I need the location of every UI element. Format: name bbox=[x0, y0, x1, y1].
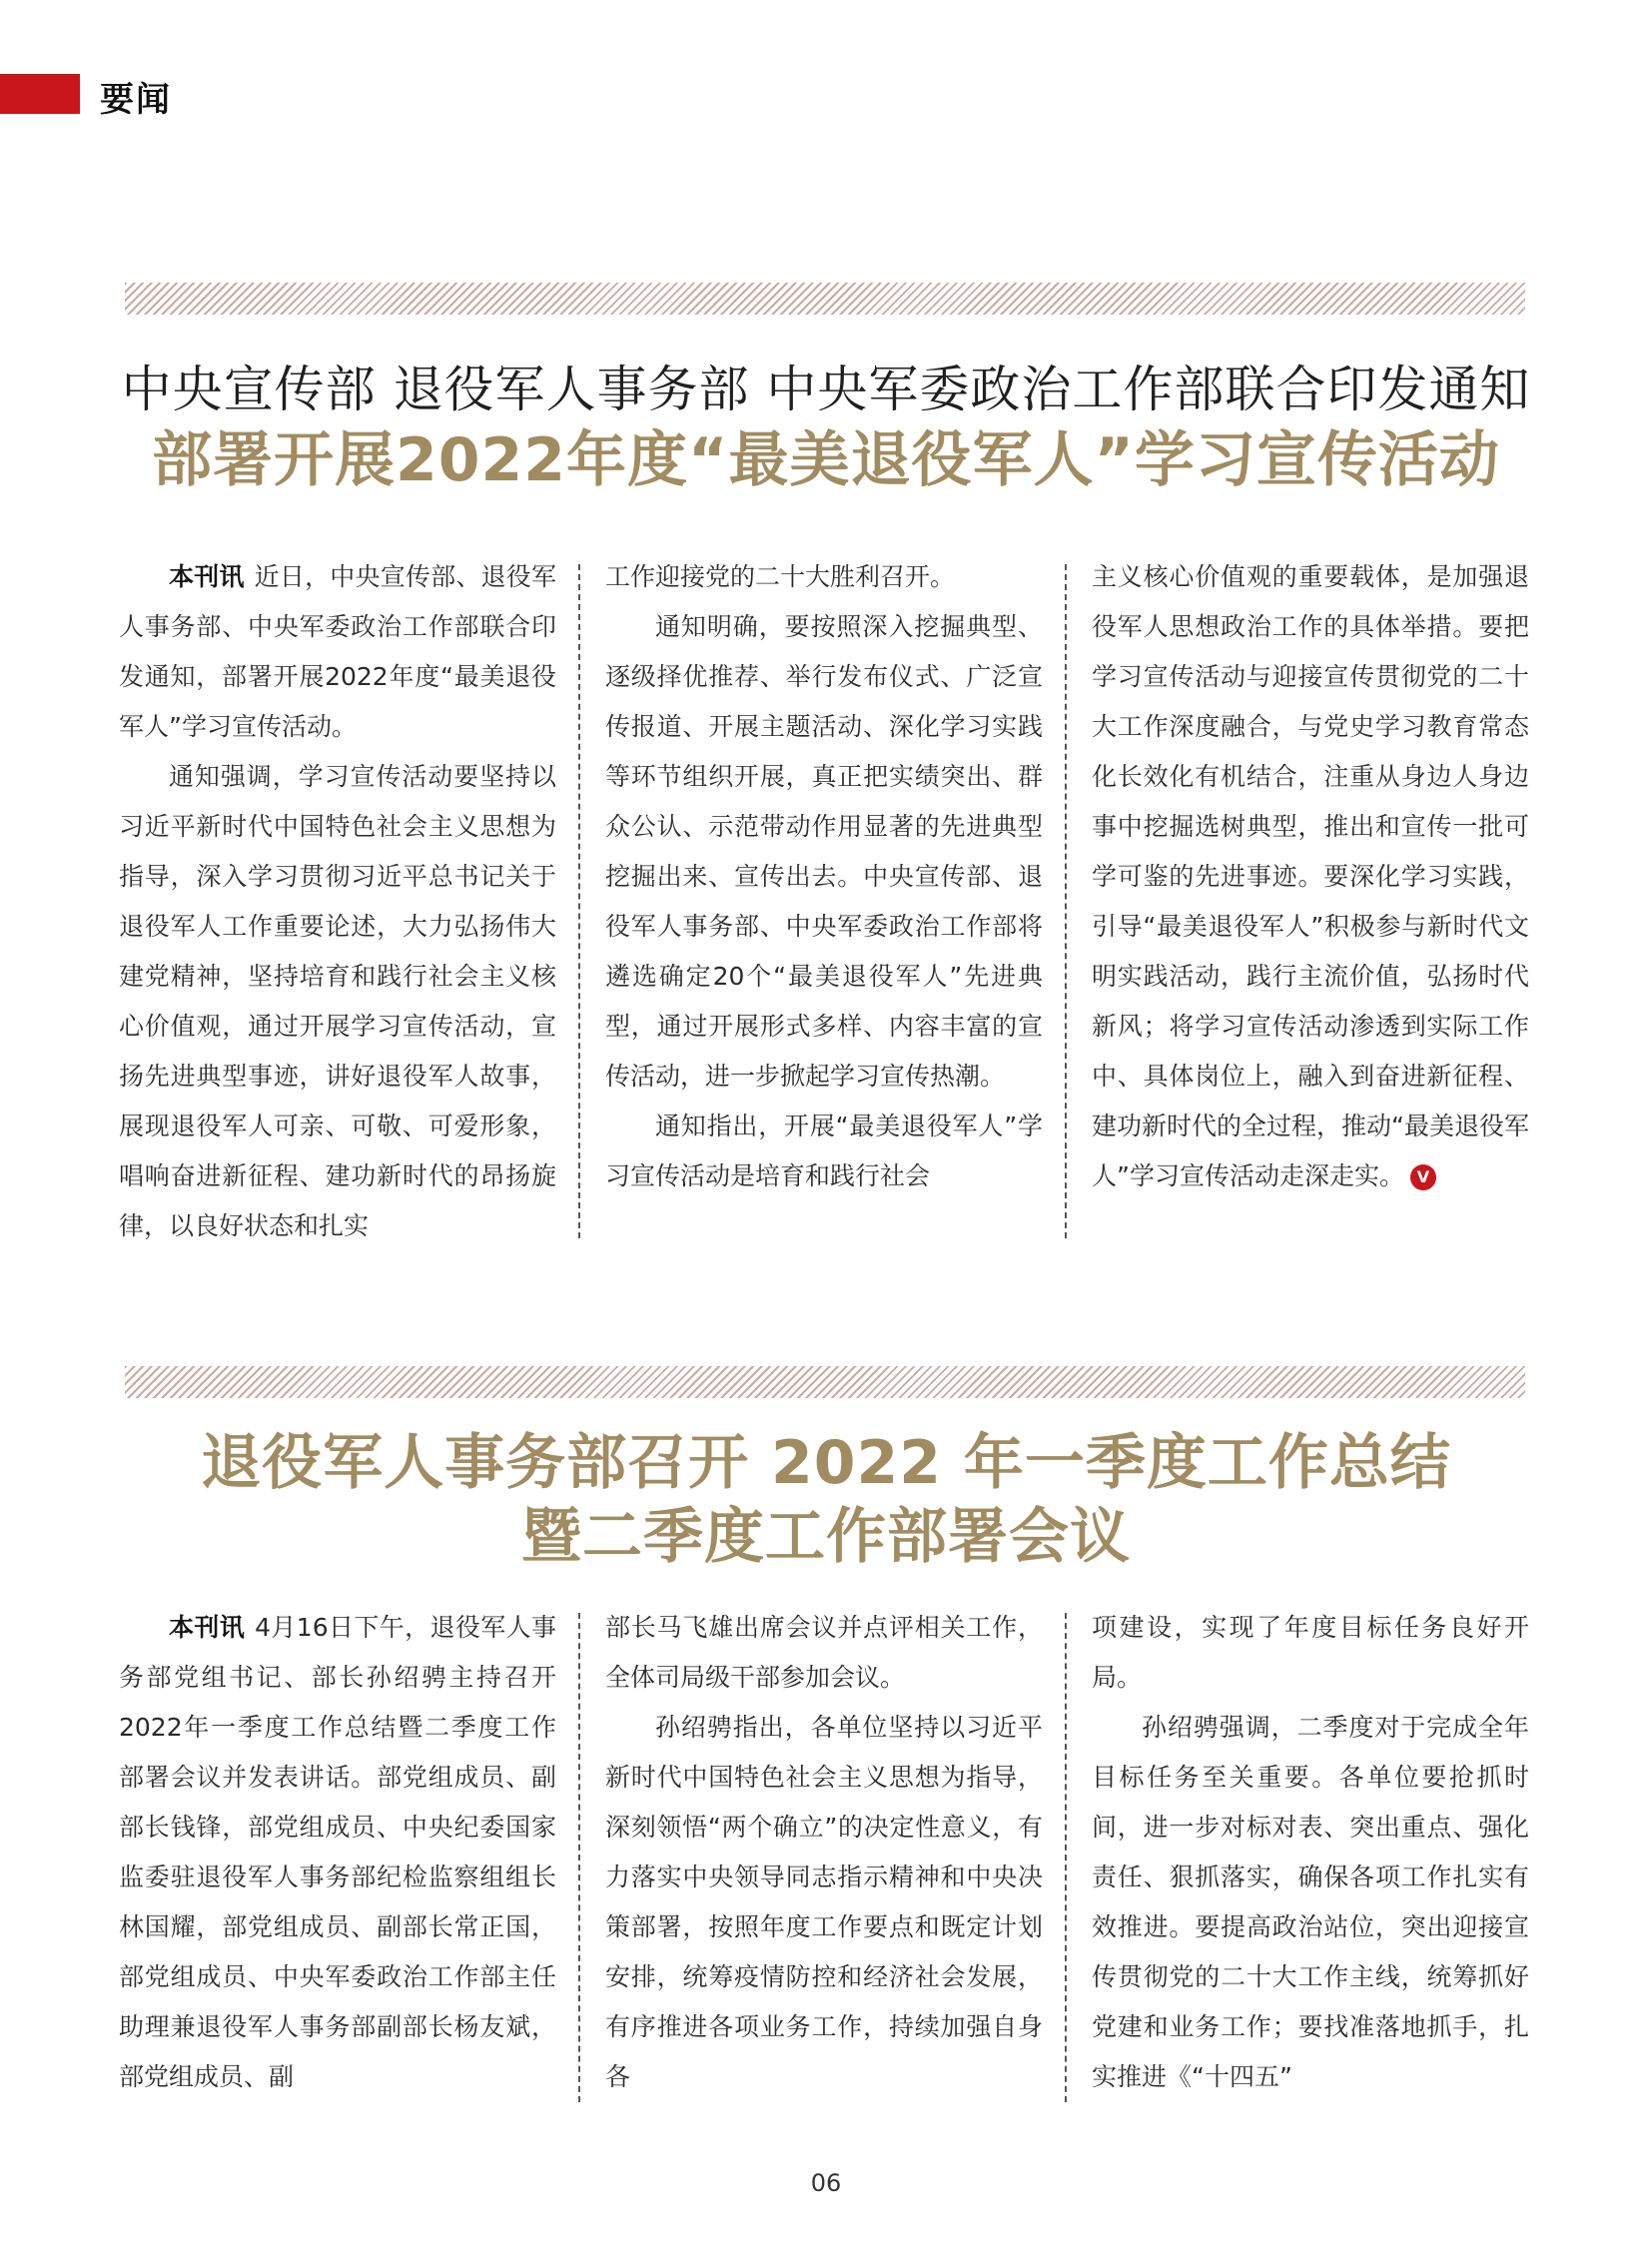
article1-column-3 bbox=[1092, 552, 1529, 1201]
article2-col3-p2: 孙绍骋强调，二季度对于完成全年目标任务至关重要。各单位要抢抓时间，进一步对标对表、突出重点、强化责任、狠抓落实，确保各项工作扎实有效推进。要提高政治站位，突出迎接宣传贯彻党的二十大工作主线，统筹抓好党建和业务工作；要找准落地抓手，扎实推进《“十四五” bbox=[1092, 1713, 1529, 2091]
article2-column-2 bbox=[605, 1603, 1043, 2102]
article1-col3-p1 bbox=[1092, 552, 1529, 1201]
article1-lead: 本刊讯 bbox=[169, 562, 245, 591]
column-divider bbox=[578, 564, 580, 1238]
article1-col2-p3: 通知指出，开展“最美退役军人”学习宣传活动是培育和践行社会 bbox=[605, 1112, 1043, 1190]
section-label: 要闻 bbox=[100, 80, 172, 120]
article2-col2-p1: 部长马飞雄出席会议并点评相关工作，全体司局级干部参加会议。 bbox=[605, 1613, 1043, 1692]
hatch-divider-bottom bbox=[125, 1366, 1525, 1398]
article1-paragraph bbox=[119, 552, 556, 752]
article1-col1-p2: 通知强调，学习宣传活动要坚持以习近平新时代中国特色社会主义思想为指导，深入学习贯彻习近平总书记关于退役军人工作重要论述，大力弘扬伟大建党精神，坚持培育和践行社会主义核心价值观，通过开展学习宣传活动，宣扬先进典型事迹，讲好退役军人故事，展现退役军人可亲、可敬、可爱形象，唱响奋进新征程、建功新时代的昂扬旋律，以良好状态和扎实 bbox=[119, 762, 556, 1240]
hatch-divider-top bbox=[125, 283, 1525, 315]
article2-paragraph bbox=[119, 1603, 556, 2102]
article2-headline-line2: 暨二季度工作部署会议 bbox=[521, 1502, 1131, 1572]
article1-column-2 bbox=[605, 552, 1043, 1201]
article1-column-1 bbox=[119, 552, 556, 1251]
column-divider bbox=[1065, 564, 1067, 1238]
article1-kicker: 中央宣传部 退役军人事务部 中央军委政治工作部联合印发通知 bbox=[121, 361, 1531, 418]
article2-col2-p2: 孙绍骋指出，各单位坚持以习近平新时代中国特色社会主义思想为指导，深刻领悟“两个确立”的决定性意义，有力落实中央领导同志指示精神和中央决策部署，按照年度工作要点和既定计划安排，统筹疫情防控和经济社会发展，有序推进各项业务工作，持续加强自身各 bbox=[605, 1713, 1043, 2091]
column-divider bbox=[578, 1613, 580, 2102]
column-divider bbox=[1065, 1613, 1067, 2102]
article1-col3-text: 主义核心价值观的重要载体，是加强退役军人思想政治工作的具体举措。要把学习宣传活动与迎接宣传贯彻党的二十大工作深度融合，与党史学习教育常态化长效化有机结合，注重从身边人身边事中挖掘选树典型，推出和宣传一批可学可鉴的先进事迹。要深化学习实践，引导“最美退役军人”积极参与新时代文明实践活动，践行主流价值，弘扬时代新风；将学习宣传活动渗透到实际工作中、具体岗位上，融入到奋进新征程、建功新时代的全过程，推动“最美退役军人”学习宣传活动走深走实。 bbox=[1092, 562, 1529, 1190]
article2-col1-p1: 4月16日下午，退役军人事务部党组书记、部长孙绍骋主持召开2022年一季度工作总结暨二季度工作部署会议并发表讲话。部党组成员、副部长钱锋，部党组成员、中央纪委国家监委驻退役军人事务部纪检监察组组长林国耀，部党组成员、副部长常正国，部党组成员、中央军委政治工作部主任助理兼退役军人事务部副部长杨友斌，部党组成员、副 bbox=[119, 1613, 556, 2091]
section-color-bar bbox=[0, 74, 80, 114]
page-number: 06 bbox=[810, 2169, 842, 2197]
article2-col3-p1: 项建设，实现了年度目标任务良好开局。 bbox=[1092, 1613, 1529, 1692]
article2-column-1 bbox=[119, 1603, 556, 2102]
article1-col2-p1: 工作迎接党的二十大胜利召开。 bbox=[605, 562, 956, 591]
article2-lead: 本刊讯 bbox=[169, 1613, 246, 1642]
article2-column-3 bbox=[1092, 1603, 1529, 2102]
end-mark-icon: V bbox=[1410, 1164, 1436, 1190]
article2-headline-line1: 退役军人事务部召开 2022 年一季度工作总结 bbox=[201, 1428, 1451, 1498]
article1-col2-p2: 通知明确，要按照深入挖掘典型、逐级择优推荐、举行发布仪式、广泛宣传报道、开展主题活动、深化学习实践等环节组织开展，真正把实绩突出、群众公认、示范带动作用显著的先进典型挖掘出来、宣传出去。中央宣传部、退役军人事务部、中央军委政治工作部将遴选确定20个“最美退役军人”先进典型，通过开展形式多样、内容丰富的宣传活动，进一步掀起学习宣传热潮。 bbox=[605, 612, 1043, 1091]
article1-col1-p1: 近日，中央宣传部、退役军人事务部、中央军委政治工作部联合印发通知，部署开展2022年度“最美退役军人”学习宣传活动。 bbox=[119, 562, 556, 741]
article1-headline: 部署开展2022年度“最美退役军人”学习宣传活动 bbox=[152, 425, 1500, 495]
